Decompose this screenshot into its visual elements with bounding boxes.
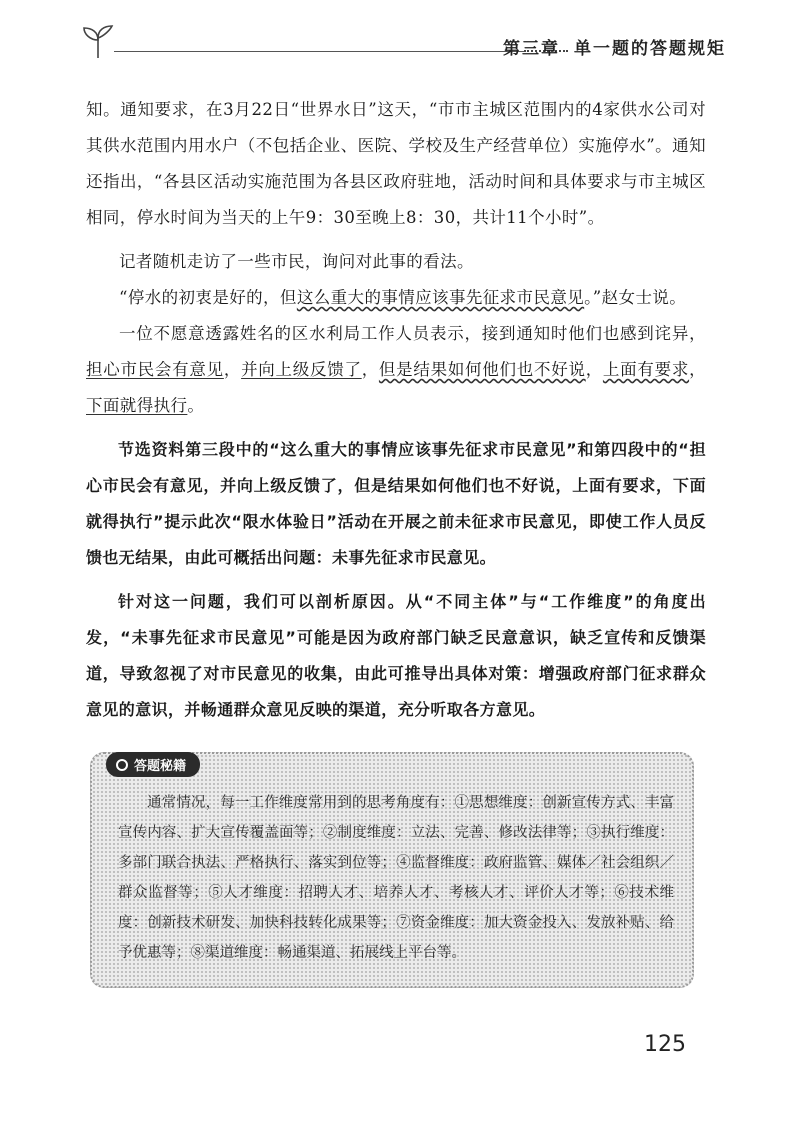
p3-text-a: “停水的初衷是好的，但 [119, 288, 297, 307]
page-number: 125 [644, 1032, 686, 1057]
tip-text: 通常情况，每一工作维度常用到的思考角度有：①思想维度：创新宣传方式、丰富宣传内容、扩大宣传覆盖面等；②制度维度：立法、完善、修改法律等；③执行维度：多部门联合执法、严格执行、落实到位等；④监督维度：政府监管、媒体／社会组织／群众监督等；⑤人才维度：招聘人才、培养人才、考核人才、评价人才等；⑥技术维度：创新技术研发、加快科技转化成果等；⑦资金维度：加大资金投入、发放补贴、给予优惠等；⑧渠道维度：畅通渠道、拓展线上平台等。 [118, 795, 674, 961]
header-rule [114, 51, 524, 52]
p4-comma-1: ， [223, 360, 242, 379]
paragraph-5: 节选资料第三段中的“这么重大的事情应该事先征求市民意见”和第四段中的“担心市民会有意见，并向上级反馈了，但是结果如何他们也不好说，上面有要求，下面就得执行”提示此次“限水体验日”活动在开展之前未征求市民意见，即使工作人员反馈也无结果，由此可概括出问题：未事先征求市民意见。 [86, 440, 706, 567]
main-content [86, 92, 706, 728]
circle-icon [116, 759, 128, 771]
tip-box [90, 752, 694, 988]
paragraph-4 [86, 316, 706, 424]
p3-text-c: 。”赵女士说。 [584, 288, 687, 307]
p4-underlined-2: 并向上级反馈了 [241, 360, 362, 379]
paragraph-2: 记者随机走访了一些市民，询问对此事的看法。 [119, 252, 474, 271]
p4-underlined-3: 但是结果如何他们也不好说 [378, 360, 586, 379]
tip-badge [106, 752, 200, 777]
p4-comma-4: ， [689, 360, 706, 379]
p4-period: 。 [187, 396, 205, 415]
p4-underlined-5: 下面就得执行 [86, 396, 188, 415]
p4-comma-2: ， [361, 360, 379, 379]
p3-underlined: 这么重大的事情应该事先征求市民意见 [296, 288, 585, 307]
p4-underlined-1: 担心市民会有意见 [86, 360, 224, 379]
paragraph-6: 针对这一问题，我们可以剖析原因。从“不同主体”与“工作维度”的角度出发，“未事先征求市民意见”可能是因为政府部门缺乏民意意识，缺乏宣传和反馈渠道，导致忽视了对市民意见的收集，由此可推导出具体对策：增强政府部门征求群众意见的意识，并畅通群众意见反映的渠道，充分听取各方意见。 [86, 592, 706, 719]
page-header [78, 22, 726, 62]
header-title [489, 34, 726, 59]
p4-comma-3: ， [585, 360, 603, 379]
tip-badge-label: 答题秘籍 [134, 759, 187, 774]
chapter-label: 第三章 [503, 39, 560, 59]
sprout-icon [78, 24, 118, 60]
paragraph-1: 知。通知要求，在3月22日“世界水日”这天，“市市主城区范围内的4家供水公司对其供水范围内用水户（不包括企业、医院、学校及生产经营单位）实施停水”。通知还指出，“各县区活动实施范围为各县区政府驻地，活动时间和具体要求与市主城区相同，停水时间为当天的上午9：30至晚上8：30，共计11个小时”。 [86, 100, 706, 227]
chapter-title: 单一题的答题规矩 [574, 39, 726, 59]
p4-underlined-4: 上面有要求 [602, 360, 690, 379]
p4-text-a: 一位不愿意透露姓名的区水利局工作人员表示，接到通知时他们也感到诧异， [119, 324, 706, 343]
paragraph-3 [86, 280, 706, 316]
